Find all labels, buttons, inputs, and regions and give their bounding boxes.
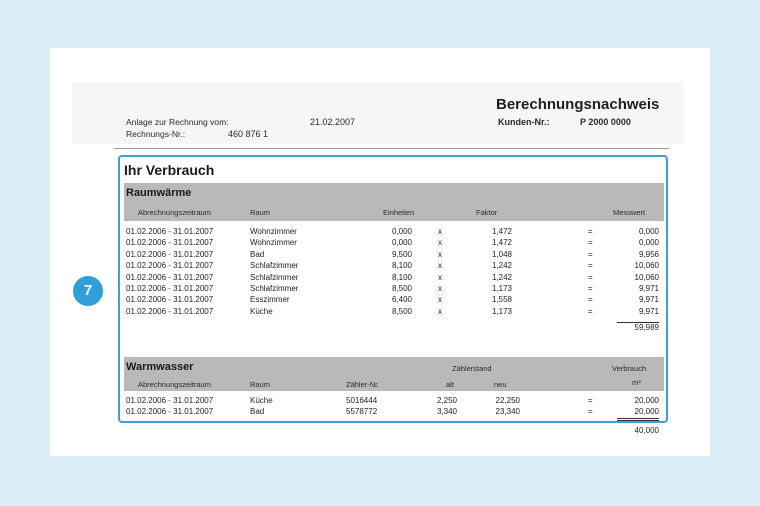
row-eq: = — [588, 306, 593, 316]
row-room: Küche — [250, 306, 273, 316]
row-period: 01.02.2006 - 31.01.2007 — [126, 272, 214, 282]
row-new: 22,250 — [495, 396, 520, 405]
step-badge: 7 — [73, 276, 103, 306]
kunden-label: Kunden-Nr.: — [498, 117, 550, 127]
row-period: 01.02.2006 - 31.01.2007 — [126, 306, 214, 316]
row-old: 2,250 — [436, 396, 457, 405]
row-room: Küche — [250, 396, 273, 405]
rw-header-factor: Faktor — [476, 208, 498, 217]
row-units: 6,400 — [391, 295, 412, 305]
row-value: 9,971 — [638, 306, 659, 316]
ww-header-meter: Zähler-Nr. — [346, 380, 380, 389]
row-new: 23,340 — [495, 407, 520, 416]
row-eq: = — [588, 295, 593, 305]
row-value: 0,000 — [638, 238, 659, 248]
row-factor: 1,173 — [491, 284, 512, 293]
document-title: Berechnungsnachweis — [496, 96, 660, 113]
row-eq: = — [588, 249, 593, 259]
row-eq: = — [588, 261, 593, 271]
row-room: Bad — [250, 407, 265, 416]
row-period: 01.02.2006 - 31.01.2007 — [126, 284, 214, 293]
table-row — [0, 407, 760, 418]
table-row — [0, 307, 760, 318]
row-room: Wohnzimmer — [250, 238, 297, 248]
row-x: x — [438, 295, 442, 305]
row-period: 01.02.2006 - 31.01.2007 — [126, 396, 214, 405]
row-units: 0,000 — [391, 238, 412, 248]
row-factor: 1,048 — [491, 249, 512, 259]
ww-header-period: Abrechnungszeitraum — [138, 380, 211, 389]
ww-header-unit: m³ — [632, 378, 641, 387]
rw-header-period: Abrechnungszeitraum — [138, 208, 211, 217]
ww-sum-line-1 — [617, 418, 659, 419]
row-room: Schlafzimmer — [250, 261, 299, 271]
table-row — [0, 295, 760, 306]
row-value: 9,956 — [638, 249, 659, 259]
row-eq: = — [588, 272, 593, 282]
anlage-date: 21.02.2007 — [310, 117, 356, 127]
row-period: 01.02.2006 - 31.01.2007 — [126, 295, 214, 305]
table-row — [0, 273, 760, 284]
table-row — [0, 396, 760, 407]
row-x: x — [438, 261, 442, 271]
ww-sum-line-2 — [617, 420, 659, 421]
section-title: Ihr Verbrauch — [124, 162, 215, 178]
table-row — [0, 261, 760, 272]
row-x: x — [438, 284, 442, 293]
rechnung-label: Rechnungs-Nr.: — [126, 129, 186, 139]
row-period: 01.02.2006 - 31.01.2007 — [126, 227, 214, 236]
rw-header-units: Einheiten — [383, 208, 415, 217]
ww-zaehlerstand-label: Zählerstand — [452, 364, 492, 373]
row-meter: 5016444 — [346, 396, 378, 405]
row-room: Schlafzimmer — [250, 272, 299, 282]
ww-verbrauch-label: Verbrauch — [612, 364, 647, 373]
row-eq: = — [588, 238, 593, 248]
ww-header-new: neu — [494, 380, 507, 389]
row-value: 9,971 — [638, 284, 659, 293]
row-value: 9,971 — [638, 295, 659, 305]
anlage-label: Anlage zur Rechnung vom: — [126, 117, 229, 127]
ww-header-old: alt — [446, 380, 454, 389]
row-factor: 1,242 — [491, 261, 512, 271]
row-old: 3,340 — [436, 407, 457, 416]
row-factor: 1,472 — [491, 227, 512, 236]
row-value: 0,000 — [638, 227, 659, 236]
row-factor: 1,173 — [491, 306, 512, 316]
row-period: 01.02.2006 - 31.01.2007 — [126, 249, 214, 259]
ww-total: 40,000 — [634, 426, 659, 435]
row-factor: 1,242 — [491, 272, 512, 282]
header-divider — [114, 148, 669, 149]
row-value: 20,000 — [634, 396, 659, 405]
row-units: 9,500 — [391, 249, 412, 259]
row-x: x — [438, 249, 442, 259]
table-row — [0, 250, 760, 261]
row-x: x — [438, 227, 442, 236]
row-factor: 1,472 — [491, 238, 512, 248]
row-room: Schlafzimmer — [250, 284, 299, 293]
kunden-value: P 2000 0000 — [580, 117, 631, 127]
row-units: 8,500 — [391, 306, 412, 316]
rw-total: 59,989 — [634, 323, 659, 332]
raumwaerme-title: Raumwärme — [126, 187, 192, 199]
row-x: x — [438, 238, 442, 248]
table-row — [0, 284, 760, 295]
row-value: 10,060 — [634, 272, 659, 282]
row-period: 01.02.2006 - 31.01.2007 — [126, 407, 214, 416]
row-period: 01.02.2006 - 31.01.2007 — [126, 261, 214, 271]
warmwasser-title: Warmwasser — [126, 361, 194, 373]
rw-header-room: Raum — [250, 208, 271, 217]
row-room: Esszimmer — [250, 295, 290, 305]
row-x: x — [438, 272, 442, 282]
row-room: Wohnzimmer — [250, 227, 297, 236]
row-eq: = — [588, 227, 593, 236]
table-row — [0, 227, 760, 238]
row-x: x — [438, 306, 442, 316]
row-value: 10,060 — [634, 261, 659, 271]
row-units: 0,000 — [391, 227, 412, 236]
row-period: 01.02.2006 - 31.01.2007 — [126, 238, 214, 248]
table-row — [0, 238, 760, 249]
row-eq: = — [588, 407, 593, 416]
row-eq: = — [588, 284, 593, 293]
row-room: Bad — [250, 249, 265, 259]
row-units: 8,100 — [391, 272, 412, 282]
rechnung-value: 460 876 1 — [228, 129, 269, 139]
row-factor: 1,558 — [491, 295, 512, 305]
row-units: 8,100 — [391, 261, 412, 271]
row-value: 20,000 — [634, 407, 659, 416]
row-units: 8,500 — [391, 284, 412, 293]
rw-header-value: Messwert — [613, 208, 646, 217]
row-eq: = — [588, 396, 593, 405]
row-meter: 5578772 — [346, 407, 378, 416]
ww-header-room: Raum — [250, 380, 271, 389]
